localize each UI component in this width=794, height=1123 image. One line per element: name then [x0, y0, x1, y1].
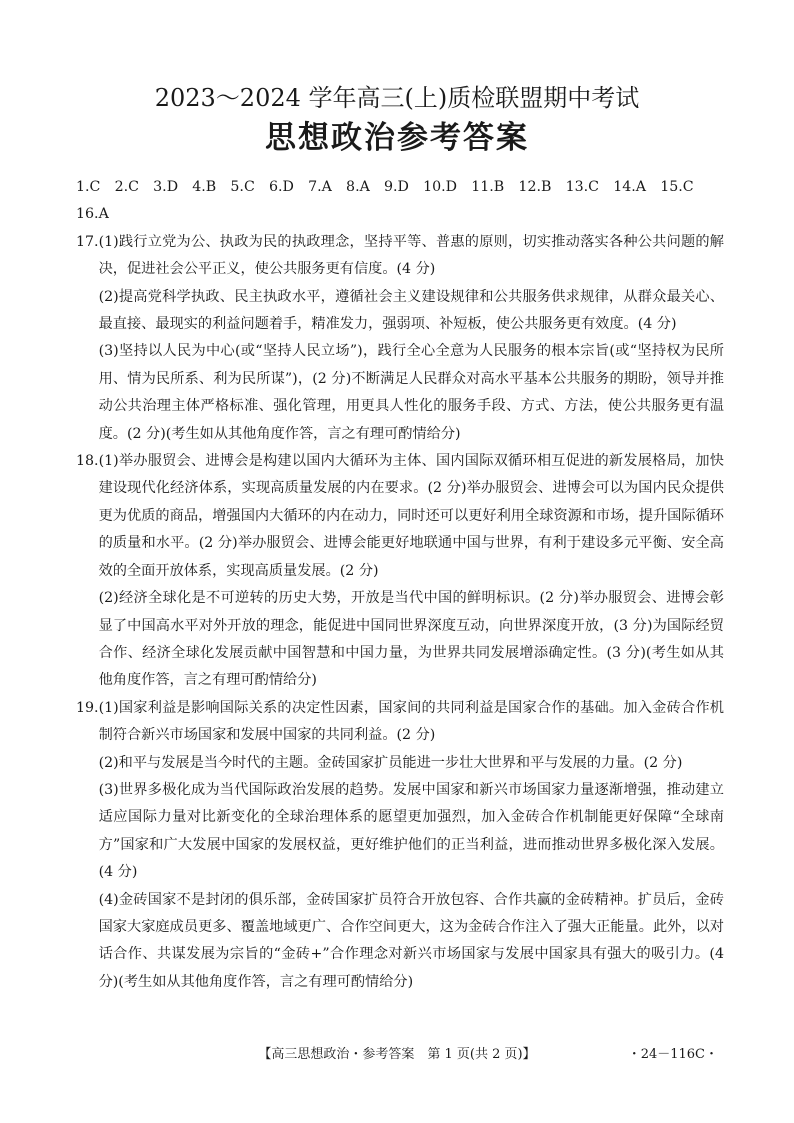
question-number: 18. [76, 453, 99, 470]
choice-answers: 1.C 2.C 3.D 4.B 5.C 6.D 7.A 8.A 9.D 10.D 11.B 12.B 13.C 14.A 15.C 16.A [76, 179, 708, 223]
footer-page-info: 【高三思想政治・参考答案 第 1 页(共 2 页)】 [258, 1047, 536, 1062]
answer-part: (2)经济全球化是不可逆转的历史大势，开放是当代中国的鲜明标识。(2 分)举办服贸会、进博会彰显了中国高水平对外开放的理念，能促进中国同世界深度互动，向世界深度开放，(3 分)为国际经贸合作、经济全球化发展贡献中国智慧和中国力量，为世界共同发展增添确定性。(3 分)(考生如从其他角度作答，言之有理可酌情给分) [98, 590, 724, 689]
question-number: 17. [76, 233, 99, 250]
question-number: 19. [76, 699, 99, 716]
question-18 [76, 448, 724, 695]
answer-part: (4)金砖国家不是封闭的俱乐部，金砖国家扩员符合开放包容、合作共赢的金砖精神。扩员后，金砖国家大家庭成员更多、覆盖地域更广、合作空间更大，这为金砖合作注入了强大正能量。此外，以对话合作、共谋发展为宗旨的“金砖+”合作理念对新兴市场国家与发展中国家具有强大的吸引力。(4 分)(考生如从其他角度作答，言之有理可酌情给分) [98, 891, 724, 990]
answer-part: (3)世界多极化成为当代国际政治发展的趋势。发展中国家和新兴市场国家力量逐渐增强，推动建立适应国际力量对比新变化的全球治理体系的愿望更加强烈，加入金砖合作机制能更好保障“全球南方”国家和广大发展中国家的发展权益，更好维护他们的正当利益，进而推动世界多极化深入发展。(4 分) [98, 781, 724, 881]
question-17 [76, 229, 724, 448]
question-19 [76, 695, 724, 996]
question-body [99, 448, 724, 695]
page-footer [0, 1043, 794, 1063]
question-body [99, 229, 724, 448]
answer-part: (2)提高党科学执政、民主执政水平，遵循社会主义建设规律和公共服务供求规律，从群众最关心、最直接、最现实的利益问题着手，精准发力，强弱项、补短板，使公共服务更有效度。(4 分) [98, 288, 724, 333]
answer-part: (1)践行立党为公、执政为民的执政理念，坚持平等、普惠的原则，切实推动落实各种公共问题的解决，促进社会公平正义，使公共服务更有信度。(4 分) [98, 233, 724, 278]
footer-code: ・24－116C・ [627, 1047, 718, 1062]
answer-part: (2)和平与发展是当今时代的主题。金砖国家扩员能进一步壮大世界和平与发展的力量。(2 分) [98, 754, 683, 771]
answer-part: (1)举办服贸会、进博会是构建以国内大循环为主体、国内国际双循环相互促进的新发展格局，加快建设现代化经济体系，实现高质量发展的内在要求。(2 分)举办服贸会、进博会可以为国内民众提供更为优质的商品，增强国内大循环的内在动力，同时还可以更好利用全球资源和市场，提升国际循环的质量和水平。(2 分)举办服贸会、进博会能更好地联通中国与世界，有利于建设多元平衡、安全高效的全面开放体系，实现高质量发展。(2 分) [98, 453, 724, 579]
question-body [99, 695, 724, 996]
answer-part: (1)国家利益是影响国际关系的决定性因素，国家间的共同利益是国家合作的基础。加入金砖合作机制符合新兴市场国家和发展中国家的共同利益。(2 分) [98, 699, 724, 744]
answer-content [76, 174, 724, 996]
answer-title: 思想政治参考答案 [265, 120, 529, 156]
exam-title: 2023～2024 学年高三(上)质检联盟期中考试 [154, 84, 640, 112]
answer-part: (3)坚持以人民为中心(或“坚持人民立场”)，践行全心全意为人民服务的根本宗旨(或“坚持权为民所用、情为民所系、利为民所谋”)，(2 分)不断满足人民群众对高水平基本公共服务的期盼，领导并推动公共治理主体严格标准、强化管理，用更具人性化的服务手段、方式、方法，使公共服务更有温度。(2 分)(考生如从其他角度作答，言之有理可酌情给分) [98, 343, 724, 442]
